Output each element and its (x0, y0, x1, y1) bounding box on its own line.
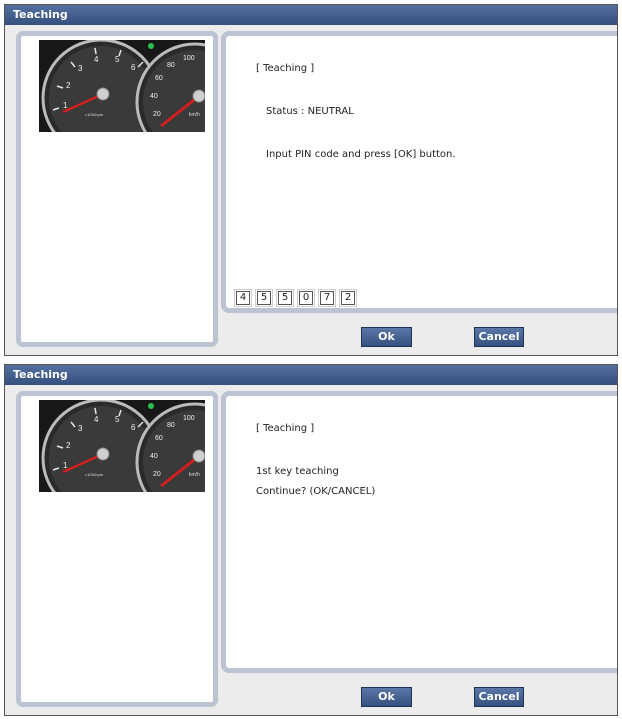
tach-tick-2: 2 (66, 441, 71, 450)
teaching-dialog-confirm (4, 364, 618, 716)
pin-digit-6[interactable]: 2 (341, 291, 355, 305)
pin-digit-4[interactable]: 0 (299, 291, 313, 305)
tach-tick-1: 1 (63, 461, 68, 470)
image-panel (16, 31, 218, 347)
speed-tick-20: 20 (153, 471, 161, 478)
teaching-dialog-pin (4, 4, 618, 356)
tach-tick-1: 1 (63, 101, 68, 110)
status-text: Status : NEUTRAL (266, 106, 354, 117)
ok-button[interactable]: Ok (361, 327, 412, 347)
speed-tick-60: 60 (155, 435, 163, 442)
cancel-button[interactable]: Cancel (474, 327, 524, 347)
instrument-cluster-image (39, 40, 205, 132)
speed-tick-40: 40 (150, 93, 158, 100)
tach-tick-4: 4 (94, 415, 99, 424)
speed-tick-80: 80 (167, 422, 175, 429)
pin-digit-5[interactable]: 7 (320, 291, 334, 305)
pin-digit-2[interactable]: 5 (257, 291, 271, 305)
tach-tick-6: 6 (131, 423, 136, 432)
speed-unit: km/h (189, 112, 200, 118)
speed-tick-100: 100 (183, 415, 195, 422)
tach-tick-3: 3 (78, 424, 83, 433)
dialog-title: Teaching (5, 5, 617, 25)
tach-tick-2: 2 (66, 81, 71, 90)
message-panel (221, 391, 618, 673)
tach-tick-4: 4 (94, 55, 99, 64)
tach-tick-5: 5 (115, 415, 120, 424)
image-panel (16, 391, 218, 707)
speed-tick-40: 40 (150, 453, 158, 460)
message-heading: [ Teaching ] (256, 63, 315, 74)
tach-unit: ×1000rpm (85, 472, 104, 477)
tach-tick-3: 3 (78, 64, 83, 73)
speed-unit: km/h (189, 472, 200, 478)
speed-tick-60: 60 (155, 75, 163, 82)
speed-tick-20: 20 (153, 111, 161, 118)
instrument-cluster-image (39, 400, 205, 492)
key-teaching-text: 1st key teaching (256, 466, 339, 477)
speed-tick-80: 80 (167, 62, 175, 69)
instruction-text: Input PIN code and press [OK] button. (266, 149, 456, 160)
message-panel (221, 31, 618, 313)
speed-tick-100: 100 (183, 55, 195, 62)
pin-digit-1[interactable]: 4 (236, 291, 250, 305)
ok-button[interactable]: Ok (361, 687, 412, 707)
tach-tick-6: 6 (131, 63, 136, 72)
continue-prompt-text: Continue? (OK/CANCEL) (256, 486, 376, 497)
pin-digit-3[interactable]: 5 (278, 291, 292, 305)
pin-code-input[interactable] (236, 291, 362, 305)
message-heading: [ Teaching ] (256, 423, 315, 434)
tach-tick-5: 5 (115, 55, 120, 64)
tach-unit: ×1000rpm (85, 112, 104, 117)
cancel-button[interactable]: Cancel (474, 687, 524, 707)
dialog-title: Teaching (5, 365, 617, 385)
